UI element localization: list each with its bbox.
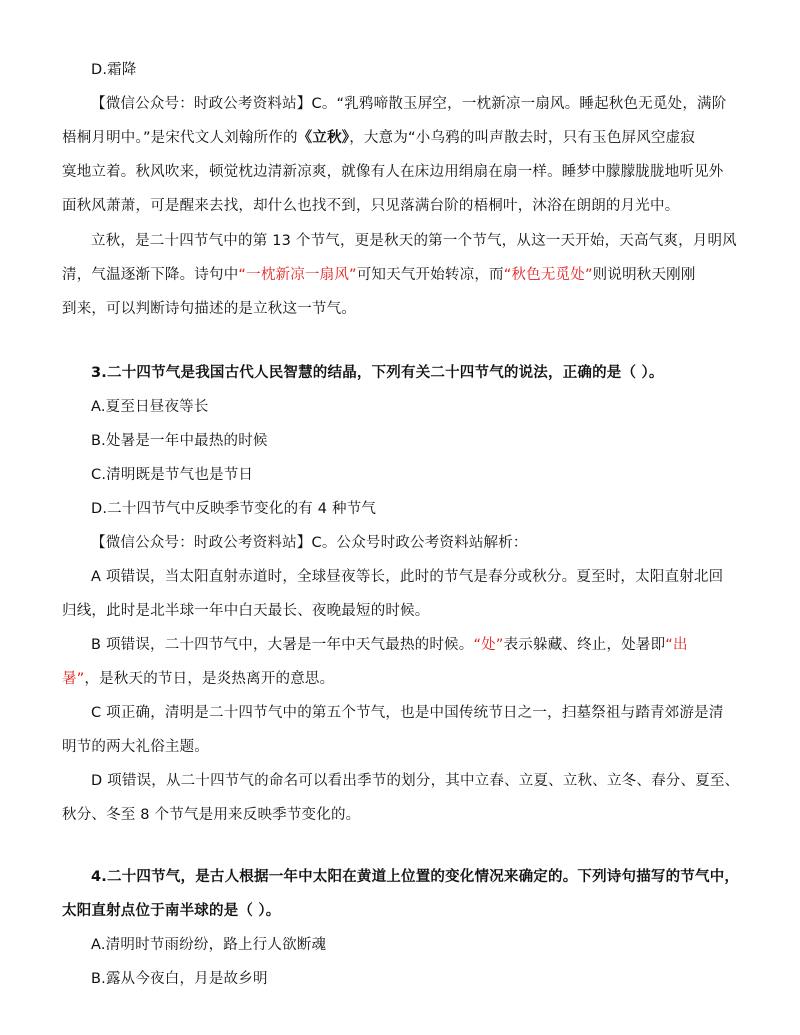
highlight-quote: “秋色无觅处” — [503, 267, 593, 283]
q2-answer-line-1: 【微信公众号：时政公考资料站】C。“乳鸦啼散玉屏空，一枕新凉一扇风。睡起秋色无觅处，满阶 — [91, 96, 727, 112]
q4-question-line-2: 太阳直射点位于南半球的是（ ）。 — [62, 903, 281, 919]
q4-option-b: B.露从今夜白，月是故乡明 — [91, 971, 268, 987]
q3-option-a: A.夏至日昼夜等长 — [91, 399, 209, 415]
q3-a-line-1: A 项错误，当太阳直射赤道时，全球昼夜等长，此时的节气是春分或秋分。夏至时，太阳直射北回 — [91, 569, 724, 585]
poem-title: 《立秋》 — [297, 130, 350, 146]
q4-option-a: A.清明时节雨纷纷，路上行人欲断魂 — [91, 937, 327, 953]
q3-c-line-1: C 项正确，清明是二十四节气中的第五个节气，也是中国传统节日之一，扫墓祭祖与踏青郊游是清 — [91, 705, 724, 721]
q2-explain-line-2 — [62, 265, 696, 285]
q2-answer-line-3: 寞地立着。秋风吹来，顿觉枕边清新凉爽，就像有人在床边用绢扇在扇一样。睡梦中朦朦胧胧地听见外 — [62, 164, 724, 180]
q2-explain-line-3: 到来，可以判断诗句描述的是立秋这一节气。 — [62, 301, 356, 317]
q3-b-line-2 — [62, 669, 334, 689]
q3-b-text: ，是秋天的节日，是炎热离开的意思。 — [84, 671, 335, 687]
q2-answer-text: ，大意为“小乌鸦的叫声散去时，只有玉色屏风空虚寂 — [349, 130, 696, 146]
q2-option-d: D.霜降 — [91, 62, 137, 78]
q2-answer-line-4: 面秋风萧萧，可是醒来去找，却什么也找不到，只见落满台阶的梧桐叶，沐浴在朗朗的月光中。 — [62, 198, 680, 214]
highlight-quote: “出 — [665, 637, 688, 653]
q2-answer-text: 梧桐月明中。”是宋代文人刘翰所作的 — [62, 130, 298, 146]
q2-answer-line-2 — [62, 128, 695, 148]
q3-answer: 【微信公众号：时政公考资料站】C。公众号时政公考资料站解析： — [91, 535, 528, 551]
q4-question-line-1: 4.二十四节气，是古人根据一年中太阳在黄道上位置的变化情况来确定的。下列诗句描写的节气中， — [91, 869, 740, 885]
q2-explain-line-1: 立秋，是二十四节气中的第 13 个节气，更是秋天的第一个节气，从这一天开始，天高气爽，月明风 — [91, 233, 737, 249]
q3-b-text: 表示躲藏、终止，处暑即 — [503, 637, 666, 653]
q2-explain-text: 可知天气开始转凉，而 — [356, 267, 504, 283]
q3-question: 3.二十四节气是我国古代人民智慧的结晶，下列有关二十四节气的说法，正确的是（ ）。 — [91, 365, 664, 381]
q3-b-line-1 — [91, 635, 688, 655]
q3-d-line-2: 秋分、冬至 8 个节气是用来反映季节变化的。 — [62, 807, 361, 823]
highlight-quote: “一枕新凉一扇风” — [238, 267, 357, 283]
q3-option-c: C.清明既是节气也是节日 — [91, 467, 254, 483]
q3-b-text: B 项错误，二十四节气中，大暑是一年中天气最热的时候。 — [91, 637, 474, 653]
highlight-quote: “处” — [473, 637, 504, 653]
q3-d-line-1: D 项错误，从二十四节气的命名可以看出季节的划分，其中立春、立夏、立秋、立冬、春分、夏至、 — [91, 773, 740, 789]
highlight-quote: 暑” — [62, 671, 85, 687]
q2-explain-text: 则说明秋天刚刚 — [592, 267, 696, 283]
q2-explain-text: 清，气温逐渐下降。诗句中 — [62, 267, 239, 283]
q3-a-line-2: 归线，此时是北半球一年中白天最长、夜晚最短的时候。 — [62, 603, 430, 619]
q3-option-d: D.二十四节气中反映季节变化的有 4 种节气 — [91, 501, 377, 517]
q3-option-b: B.处暑是一年中最热的时候 — [91, 433, 268, 449]
q3-c-line-2: 明节的两大礼俗主题。 — [62, 739, 209, 755]
